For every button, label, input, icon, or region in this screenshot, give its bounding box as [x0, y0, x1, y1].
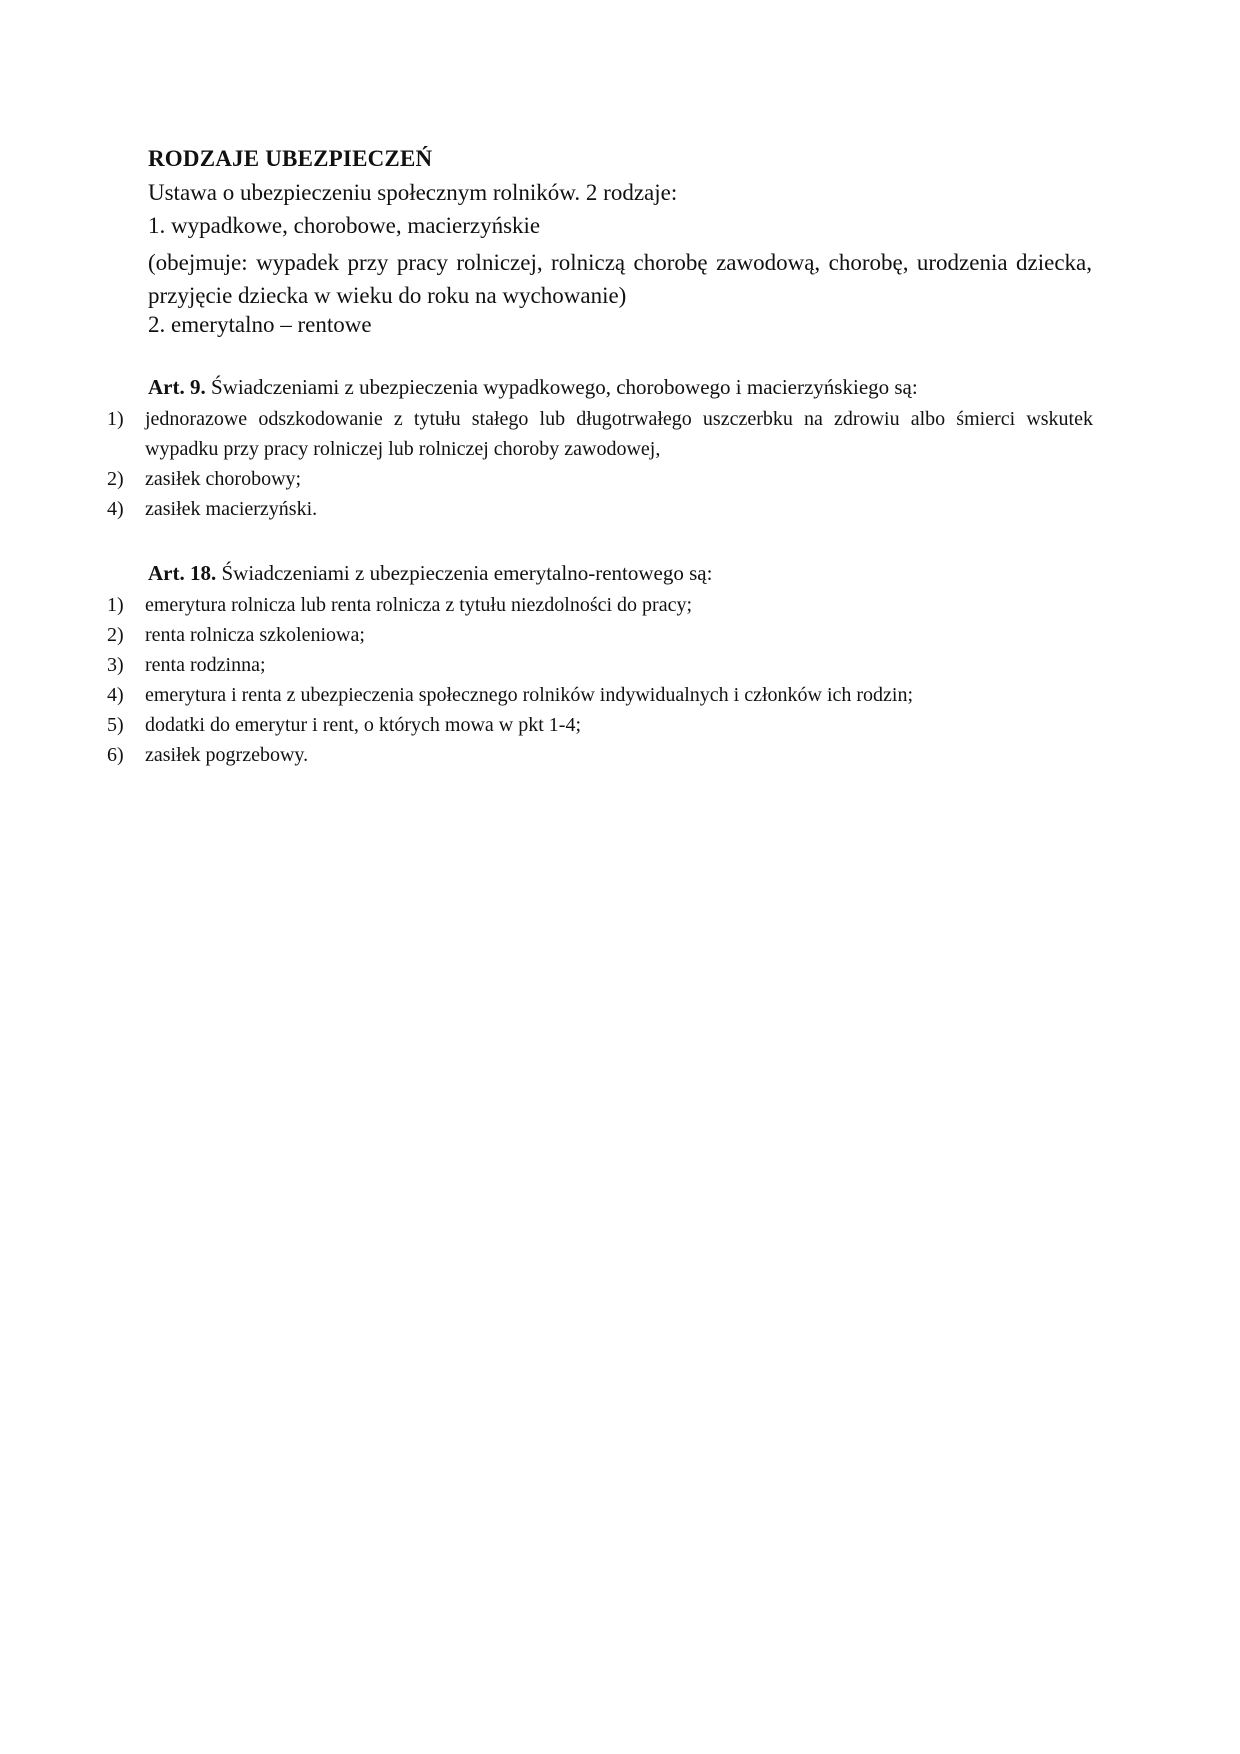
list-item-number: 2)	[107, 624, 124, 646]
list-item-text: emerytura rolnicza lub renta rolnicza z tytułu niezdolności do pracy;	[145, 594, 693, 616]
list-item-number: 3)	[107, 654, 124, 676]
art18-label: Art. 18.	[148, 561, 217, 585]
list-item	[0, 740, 1240, 770]
list-item	[0, 650, 1240, 680]
art9-heading-text: Świadczeniami z ubezpieczenia wypadkowego, chorobowego i macierzyńskiego są:	[205, 375, 918, 399]
art9-label: Art. 9.	[148, 375, 206, 399]
insurance-type-2: 2. emerytalno – rentowe	[148, 312, 372, 337]
list-item-number: 2)	[107, 468, 124, 490]
list-item	[0, 590, 1240, 620]
insurance-type-1-scope: (obejmuje: wypadek przy pracy rolniczej, rolniczą chorobę zawodową, chorobę, urodzenia dziecka, przyjęcie dziecka w wieku do roku na wychowanie)	[148, 250, 1092, 308]
intro-line: Ustawa o ubezpieczeniu społecznym rolników. 2 rodzaje:	[148, 180, 678, 205]
art9-list	[0, 404, 1240, 524]
list-item-number: 6)	[107, 744, 124, 766]
list-item-text: zasiłek pogrzebowy.	[145, 744, 309, 766]
list-item	[0, 404, 1240, 464]
list-item-number: 4)	[107, 498, 124, 520]
document-title: RODZAJE UBEZPIECZEŃ	[148, 146, 433, 171]
art18-heading-text: Świadczeniami z ubezpieczenia emerytalno-rentowego są:	[216, 561, 713, 585]
list-item-text: renta rolnicza szkoleniowa;	[145, 624, 365, 646]
insurance-type-1: 1. wypadkowe, chorobowe, macierzyńskie	[148, 213, 541, 238]
list-item	[0, 494, 1240, 524]
list-item	[0, 464, 1240, 494]
list-item-text: zasiłek macierzyński.	[145, 498, 318, 520]
art18-heading	[148, 561, 712, 586]
list-item	[0, 680, 1240, 710]
list-item-number: 1)	[107, 408, 124, 430]
list-item-text: jednorazowe odszkodowanie z tytułu stałego lub długotrwałego uszczerbku na zdrowiu albo śmierci wskutek wypadku przy pracy rolniczej lub rolniczej choroby zawodowej,	[145, 408, 1093, 460]
list-item-text: zasiłek chorobowy;	[145, 468, 302, 490]
list-item-number: 4)	[107, 684, 124, 706]
art9-heading	[148, 375, 918, 400]
list-item-text: renta rodzinna;	[145, 654, 266, 676]
list-item-text: emerytura i renta z ubezpieczenia społecznego rolników indywidualnych i członków ich rodzin;	[145, 684, 914, 706]
list-item-text: dodatki do emerytur i rent, o których mowa w pkt 1-4;	[145, 714, 582, 736]
art18-list	[0, 590, 1240, 770]
list-item	[0, 620, 1240, 650]
list-item-number: 1)	[107, 594, 124, 616]
list-item	[0, 710, 1240, 740]
list-item-number: 5)	[107, 714, 124, 736]
